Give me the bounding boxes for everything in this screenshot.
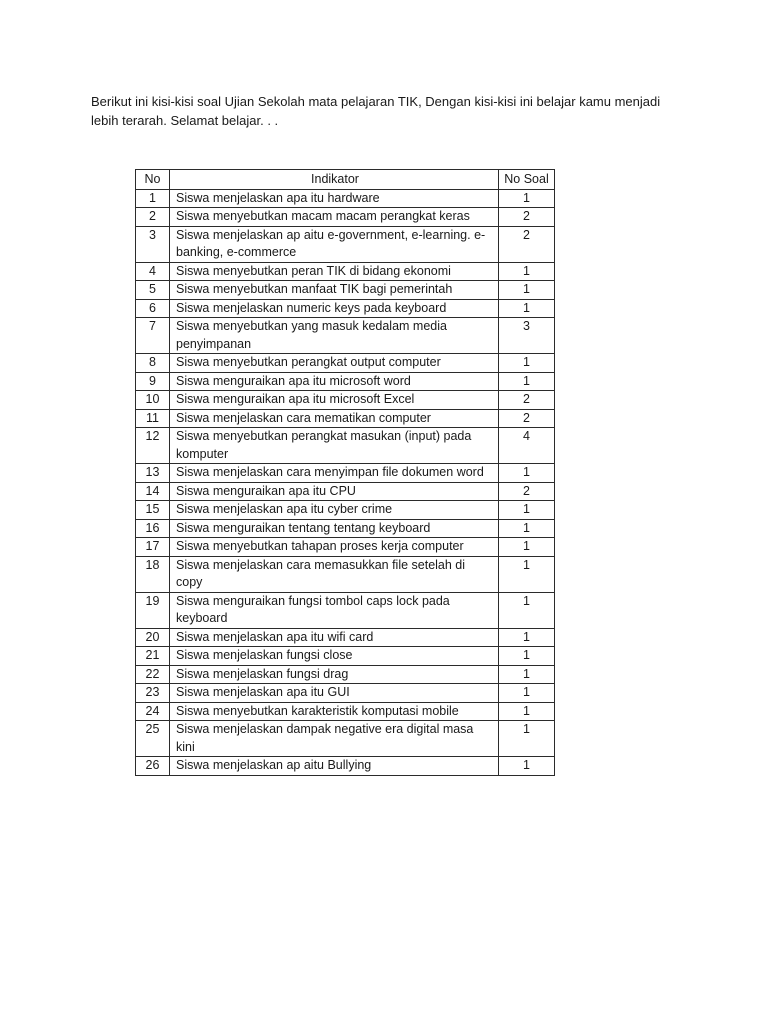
row-no-soal: 1	[499, 299, 555, 318]
row-indikator: Siswa menjelaskan numeric keys pada keyboard	[170, 299, 499, 318]
table-row	[136, 318, 555, 354]
row-number: 9	[136, 372, 170, 391]
row-indikator: Siswa menyebutkan karakteristik komputasi mobile	[170, 702, 499, 721]
table-body	[136, 189, 555, 775]
row-no-soal: 1	[499, 354, 555, 373]
table-row	[136, 538, 555, 557]
row-no-soal: 1	[499, 262, 555, 281]
table-row	[136, 482, 555, 501]
table-row	[136, 281, 555, 300]
row-indikator: Siswa menjelaskan apa itu wifi card	[170, 628, 499, 647]
table-row	[136, 628, 555, 647]
row-indikator: Siswa menguraikan apa itu microsoft Excel	[170, 391, 499, 410]
table-row	[136, 501, 555, 520]
row-no-soal: 1	[499, 665, 555, 684]
row-indikator: Siswa menyebutkan tahapan proses kerja computer	[170, 538, 499, 557]
row-number: 25	[136, 721, 170, 757]
row-number: 12	[136, 428, 170, 464]
table-row	[136, 721, 555, 757]
table-row	[136, 665, 555, 684]
header-indikator: Indikator	[170, 170, 499, 190]
row-number: 13	[136, 464, 170, 483]
row-indikator: Siswa menguraikan apa itu microsoft word	[170, 372, 499, 391]
row-indikator: Siswa menjelaskan ap aitu e-government, e-learning. e-banking, e-commerce	[170, 226, 499, 262]
row-no-soal: 1	[499, 757, 555, 776]
row-no-soal: 2	[499, 226, 555, 262]
row-indikator: Siswa menyebutkan perangkat output computer	[170, 354, 499, 373]
row-number: 19	[136, 592, 170, 628]
row-indikator: Siswa menjelaskan apa itu GUI	[170, 684, 499, 703]
row-no-soal: 1	[499, 464, 555, 483]
intro-paragraph: Berikut ini kisi-kisi soal Ujian Sekolah mata pelajaran TIK, Dengan kisi-kisi ini belajar kamu menjadi lebih terarah. Selamat belajar. . .	[91, 94, 661, 128]
row-number: 23	[136, 684, 170, 703]
row-no-soal: 2	[499, 482, 555, 501]
row-number: 20	[136, 628, 170, 647]
row-no-soal: 2	[499, 409, 555, 428]
row-indikator: Siswa menjelaskan apa itu hardware	[170, 189, 499, 208]
row-number: 17	[136, 538, 170, 557]
table-row	[136, 409, 555, 428]
table-row	[136, 702, 555, 721]
row-indikator: Siswa menjelaskan cara mematikan computer	[170, 409, 499, 428]
row-number: 14	[136, 482, 170, 501]
table-row	[136, 592, 555, 628]
row-number: 3	[136, 226, 170, 262]
row-no-soal: 1	[499, 702, 555, 721]
row-number: 24	[136, 702, 170, 721]
row-indikator: Siswa menjelaskan dampak negative era digital masa kini	[170, 721, 499, 757]
table-row	[136, 684, 555, 703]
row-number: 7	[136, 318, 170, 354]
row-no-soal: 1	[499, 556, 555, 592]
row-no-soal: 1	[499, 628, 555, 647]
table-row	[136, 519, 555, 538]
kisi-kisi-table	[135, 169, 555, 776]
row-indikator: Siswa menguraikan fungsi tombol caps lock pada keyboard	[170, 592, 499, 628]
table-row	[136, 391, 555, 410]
row-indikator: Siswa menyebutkan manfaat TIK bagi pemerintah	[170, 281, 499, 300]
row-no-soal: 2	[499, 208, 555, 227]
table-row	[136, 428, 555, 464]
row-number: 6	[136, 299, 170, 318]
row-no-soal: 4	[499, 428, 555, 464]
table-row	[136, 354, 555, 373]
row-indikator: Siswa menjelaskan fungsi drag	[170, 665, 499, 684]
row-no-soal: 1	[499, 501, 555, 520]
row-no-soal: 2	[499, 391, 555, 410]
row-no-soal: 1	[499, 538, 555, 557]
row-no-soal: 1	[499, 519, 555, 538]
row-number: 11	[136, 409, 170, 428]
row-indikator: Siswa menjelaskan cara memasukkan file setelah di copy	[170, 556, 499, 592]
row-indikator: Siswa menjelaskan fungsi close	[170, 647, 499, 666]
table-row	[136, 464, 555, 483]
row-indikator: Siswa menyebutkan yang masuk kedalam media penyimpanan	[170, 318, 499, 354]
table-header-row	[136, 170, 555, 190]
row-indikator: Siswa menguraikan apa itu CPU	[170, 482, 499, 501]
row-no-soal: 3	[499, 318, 555, 354]
header-no-soal: No Soal	[499, 170, 555, 190]
table-row	[136, 299, 555, 318]
row-indikator: Siswa menyebutkan macam macam perangkat keras	[170, 208, 499, 227]
table-row	[136, 208, 555, 227]
row-number: 1	[136, 189, 170, 208]
row-no-soal: 1	[499, 592, 555, 628]
row-indikator: Siswa menjelaskan ap aitu Bullying	[170, 757, 499, 776]
row-no-soal: 1	[499, 189, 555, 208]
table-row	[136, 647, 555, 666]
row-no-soal: 1	[499, 281, 555, 300]
row-indikator: Siswa menjelaskan cara menyimpan file dokumen word	[170, 464, 499, 483]
row-number: 2	[136, 208, 170, 227]
row-no-soal: 1	[499, 721, 555, 757]
row-indikator: Siswa menguraikan tentang tentang keyboard	[170, 519, 499, 538]
row-number: 8	[136, 354, 170, 373]
row-no-soal: 1	[499, 684, 555, 703]
row-number: 15	[136, 501, 170, 520]
row-number: 22	[136, 665, 170, 684]
header-no: No	[136, 170, 170, 190]
row-number: 21	[136, 647, 170, 666]
table-row	[136, 262, 555, 281]
row-indikator: Siswa menjelaskan apa itu cyber crime	[170, 501, 499, 520]
row-no-soal: 1	[499, 372, 555, 391]
row-number: 4	[136, 262, 170, 281]
table-row	[136, 757, 555, 776]
table-row	[136, 372, 555, 391]
row-indikator: Siswa menyebutkan perangkat masukan (input) pada komputer	[170, 428, 499, 464]
row-number: 10	[136, 391, 170, 410]
row-number: 26	[136, 757, 170, 776]
row-indikator: Siswa menyebutkan peran TIK di bidang ekonomi	[170, 262, 499, 281]
row-number: 16	[136, 519, 170, 538]
row-number: 18	[136, 556, 170, 592]
row-number: 5	[136, 281, 170, 300]
table-row	[136, 189, 555, 208]
row-no-soal: 1	[499, 647, 555, 666]
table-row	[136, 556, 555, 592]
table-row	[136, 226, 555, 262]
